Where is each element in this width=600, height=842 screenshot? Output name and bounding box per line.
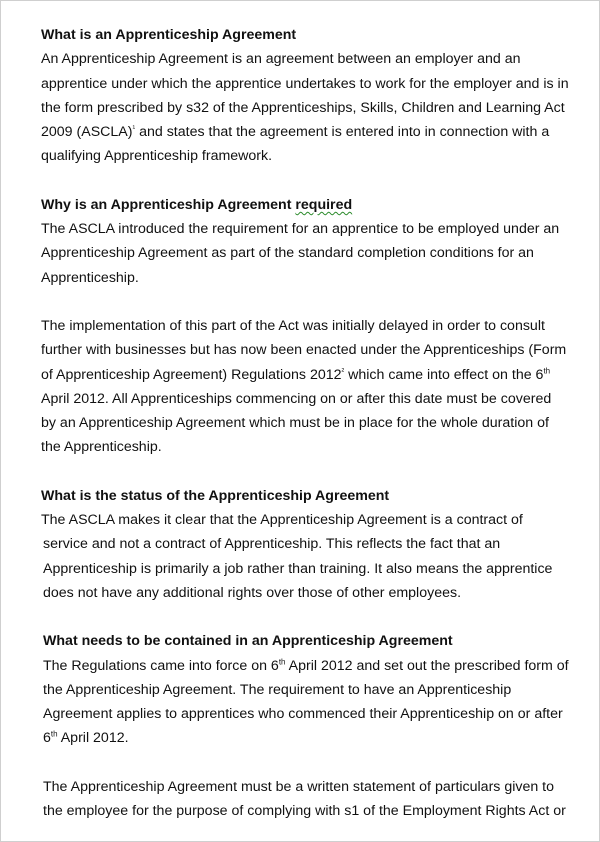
- text-line: Apprenticeship Agreement as part of the standard completion conditions for an: [41, 245, 534, 262]
- text-line: Agreement applies to apprentices who commenced their Apprenticeship on or after: [43, 706, 563, 723]
- text-line: 6th April 2012.: [43, 729, 129, 747]
- spellcheck-flagged-word: required: [295, 196, 353, 213]
- text-line: of Apprenticeship Agreement) Regulations $2012^{^2}$ which came into effect on the 6th: [41, 365, 551, 383]
- paragraph: [41, 775, 569, 824]
- paragraph: [41, 217, 569, 290]
- section-heading: [41, 193, 569, 217]
- text-line: The ASCLA makes it clear that the Apprenticeship Agreement is a contract of: [41, 512, 523, 529]
- text-line: the Apprenticeship.: [41, 439, 162, 456]
- text-line: the employee for the purpose of complying with s1 of the Employment Rights Act or: [43, 803, 566, 820]
- text-line: the form prescribed by s32 of the Apprenticeships, Skills, Children and Learning Act: [41, 99, 565, 116]
- text-line: April 2012. All Apprenticeships commencing on or after this date must be covered: [41, 390, 552, 407]
- section-status: [41, 484, 569, 605]
- text-line: The Apprenticeship Agreement must be a written statement of particulars given to: [43, 778, 555, 795]
- text-line: by an Apprenticeship Agreement which must be in place for the whole duration of: [41, 415, 549, 432]
- text-line: does not have any additional rights over those of other employees.: [43, 584, 462, 601]
- text-line: qualifying Apprenticeship framework.: [41, 148, 273, 165]
- text-line: The ASCLA introduced the requirement for an apprentice to be employed under an: [41, 221, 560, 238]
- text-line: The Regulations came into force on 6th April 2012 and set out the prescribed form of: [43, 656, 569, 674]
- text-line: service and not a contract of Apprenticeship. This reflects the fact that an: [43, 536, 501, 553]
- section-heading: What is the status of the Apprenticeship Agreement: [41, 487, 390, 504]
- text-line: the Apprenticeship Agreement. The requirement to have an Apprenticeship: [43, 681, 512, 698]
- section-heading: What needs to be contained in an Apprenticeship Agreement: [43, 633, 453, 650]
- section-why-required: [41, 193, 569, 460]
- paragraph: [41, 47, 569, 168]
- text-line: further with businesses but has now been enacted under the Apprenticeships (Form: [41, 342, 567, 359]
- paragraph: [41, 508, 569, 605]
- section-what-is: [41, 23, 569, 169]
- text-line: An Apprenticeship Agreement is an agreement between an employer and an: [41, 51, 521, 68]
- heading-text: Why is an Apprenticeship Agreement: [41, 196, 296, 213]
- section-contents: [41, 629, 569, 823]
- text-line: Apprenticeship.: [41, 269, 139, 286]
- text-line: 2009 (ASCLA)$^{^1}$ and states that the agreement is entered into in connection with a: [41, 123, 550, 141]
- text-line: apprentice under which the apprentice undertakes to work for the employer and is in: [41, 75, 569, 92]
- paragraph: [41, 314, 569, 460]
- text-line: Apprenticeship is primarily a job rather than training. It also means the apprentice: [43, 560, 553, 577]
- paragraph: [41, 654, 569, 751]
- section-heading: What is an Apprenticeship Agreement: [41, 27, 297, 43]
- text-line: The implementation of this part of the Act was initially delayed in order to consult: [41, 317, 545, 334]
